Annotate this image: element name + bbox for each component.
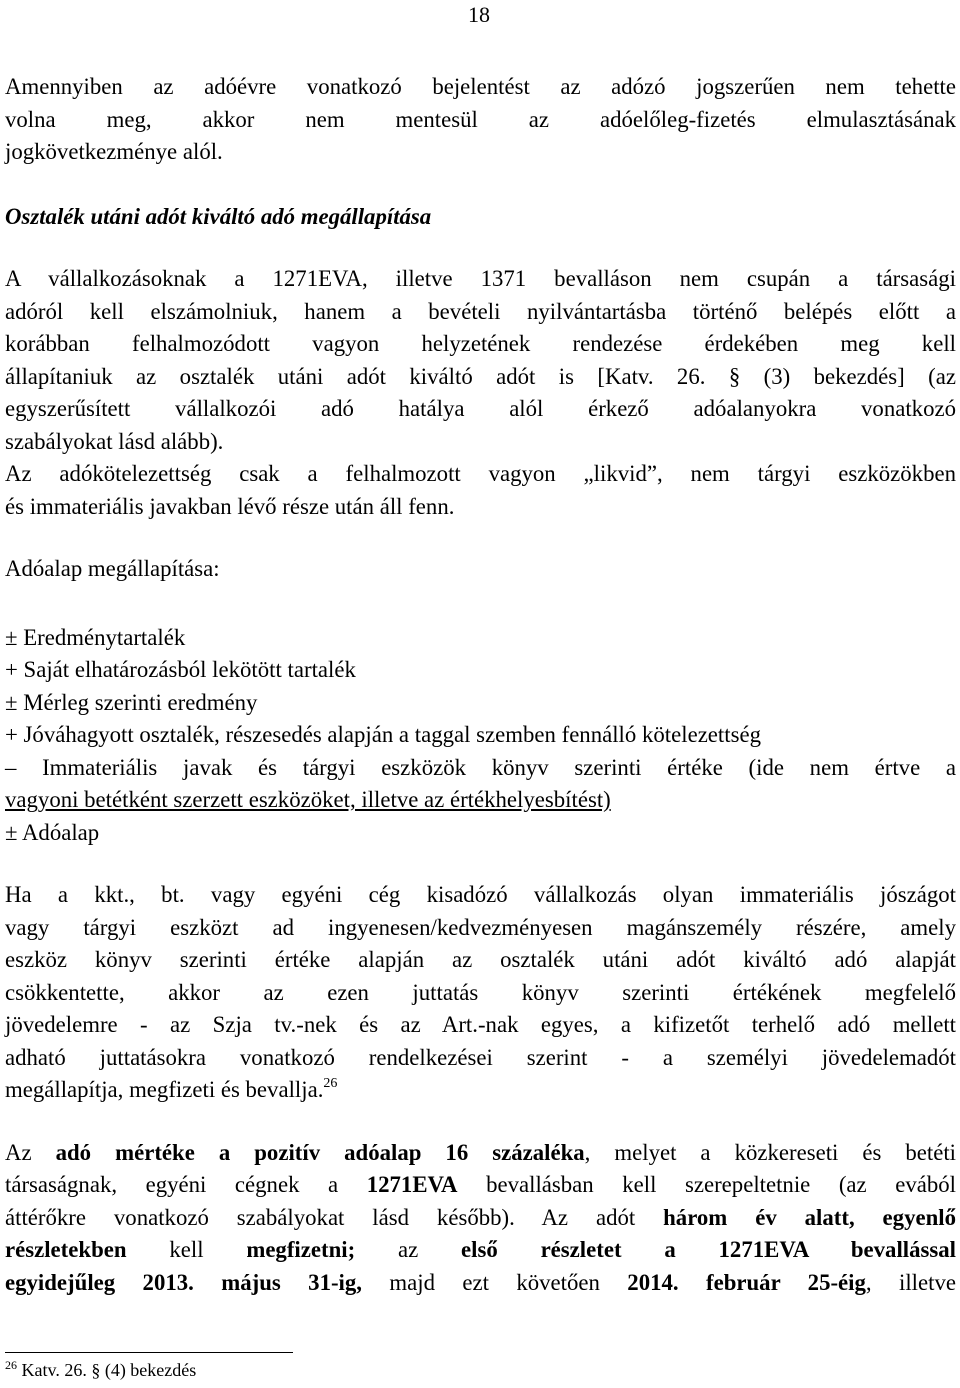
text-line: jövedelemre - az Szja tv.-nek és az Art.-nak egyes, a kifizetőt terhelő adó mellett: [5, 1012, 956, 1037]
tax-base-title: Adóalap megállapítása:: [5, 556, 220, 581]
footnote-reference[interactable]: 26: [323, 1076, 338, 1091]
text-line: egyszerűsített vállalkozói adó hatálya alól érkező adóalanyokra vonatkozó: [5, 396, 956, 421]
page-number: 18: [468, 2, 490, 27]
text-line: adható juttatásokra vonatkozó rendelkezései szerint - a személyi jövedelemadót: [5, 1044, 956, 1070]
footnote-text: Katv. 26. § (4) bekezdés: [17, 1360, 197, 1380]
text-run: áttérőkre vonatkozó szabályokat lásd később). Az adót: [5, 1204, 664, 1230]
text-line: adóról kell elszámolniuk, hanem a bevételi nyilvántartásba történő belépés előtt a: [5, 298, 956, 324]
bold-run: 2014. február 25-éig: [627, 1269, 866, 1295]
formula-item: ± Mérleg szerinti eredmény: [5, 689, 258, 715]
bold-run: első részletet a 1271EVA bevallással: [461, 1237, 956, 1262]
tax-base-formula: [5, 622, 956, 850]
text-run: bevallásban kell szerepeltetnie (az evából: [457, 1172, 956, 1197]
text-line: jogkövetkezménye alól.: [5, 139, 223, 164]
section-paragraph-1: [5, 263, 956, 458]
text-run: Az: [5, 1139, 56, 1165]
text-line: [5, 1202, 956, 1235]
text-run: kell: [126, 1237, 247, 1262]
footnote-number: 26: [5, 1358, 17, 1372]
rate-paragraph: [5, 1137, 956, 1300]
text-run: majd ezt követően: [362, 1269, 628, 1295]
text-line: korábban felhalmozódott vagyon helyzetének rendezése érdekében meg kell: [5, 331, 956, 356]
text-run: az: [355, 1237, 462, 1262]
text-line: szabályokat lásd alább).: [5, 428, 224, 454]
bold-run: egyidejűleg 2013. május 31-ig,: [5, 1269, 362, 1295]
text-line: [5, 1169, 956, 1202]
text-line: A vállalkozásoknak a 1271EVA, illetve 1371 bevalláson nem csupán a társasági: [5, 266, 956, 291]
bold-run: adó mértéke a pozitív adóalap 16 százaléka: [55, 1139, 585, 1165]
text-run: , melyet a közkereseti és betéti: [584, 1139, 957, 1165]
text-line-content: megállapítja, megfizeti és bevallja.: [5, 1077, 324, 1102]
text-line: Amennyiben az adóévre vonatkozó bejelentést az adózó jogszerűen nem tehette: [5, 74, 956, 99]
text-line: [5, 1234, 956, 1267]
text-line: [5, 1074, 956, 1107]
text-line: csökkentette, akkor az ezen juttatás könyv szerinti értékének megfelelő: [5, 979, 956, 1005]
text-line: volna meg, akkor nem mentesül az adóelőleg-fizetés elmulasztásának: [5, 106, 956, 132]
footnote-divider: [5, 1352, 293, 1353]
formula-item: ± Eredménytartalék: [5, 624, 186, 650]
text-line: [5, 1137, 956, 1170]
footnote: [5, 1358, 196, 1382]
text-line: [5, 1267, 956, 1300]
text-line: és immateriális javakban lévő része után áll fenn.: [5, 493, 455, 519]
text-line: Az adókötelezettség csak a felhalmozott vagyon „likvid”, nem tárgyi eszközökben: [5, 461, 956, 486]
kkt-paragraph: [5, 879, 956, 1107]
text-line: Ha a kkt., bt. vagy egyéni cég kisadózó vállalkozás olyan immateriális jószágot: [5, 882, 956, 907]
formula-item: vagyoni betétként szerzett eszközöket, illetve az értékhelyesbítést): [5, 787, 611, 812]
bold-run: 1271EVA: [366, 1172, 458, 1197]
bold-run: részletekben: [5, 1237, 127, 1262]
formula-item: ± Adóalap: [5, 819, 100, 845]
text-line: eszköz könyv szerinti értéke alapján az osztalék utáni adót kiváltó adó alapját: [5, 947, 956, 972]
formula-item: + Saját elhatározásból lekötött tartalék: [5, 657, 356, 682]
formula-item: – Immateriális javak és tárgyi eszközök könyv szerinti értéke (ide nem értve a: [5, 754, 956, 780]
section-paragraph-2: [5, 458, 956, 523]
intro-paragraph: [5, 71, 956, 169]
bold-run: megfizetni;: [246, 1237, 356, 1262]
text-line: állapítaniuk az osztalék utáni adót kiváltó adót is [Katv. 26. § (3) bekezdés] (az: [5, 363, 956, 389]
formula-item: + Jóváhagyott osztalék, részesedés alapján a taggal szemben fennálló kötelezettség: [5, 722, 761, 747]
bold-run: három év alatt, egyenlő: [663, 1204, 957, 1230]
text-line: vagy tárgyi eszközt ad ingyenesen/kedvezményesen magánszemély részére, amely: [5, 914, 956, 940]
text-run: társaságnak, egyéni cégnek a: [5, 1172, 367, 1197]
document-body: [5, 71, 956, 1299]
section-heading: Osztalék utáni adót kiváltó adó megállapítása: [5, 203, 432, 229]
text-run: , illetve: [865, 1269, 956, 1295]
